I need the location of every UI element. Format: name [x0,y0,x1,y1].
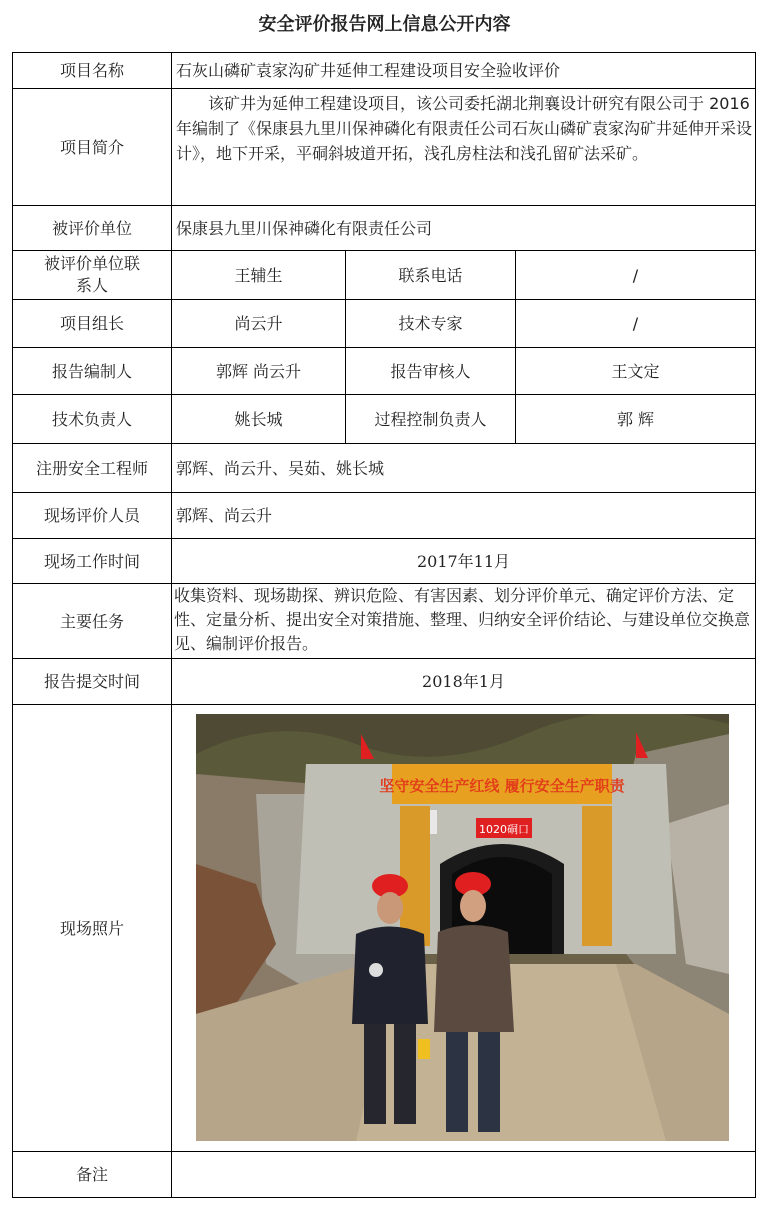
contact-label: 被评价单位联系人 [43,254,140,295]
work-time-value: 2017年11月 [171,538,756,584]
site-staff-value: 郭辉、尚云升 [171,492,756,539]
site-staff-label: 现场评价人员 [12,492,172,539]
site-photo-scene [196,714,729,1141]
engineers-label: 注册安全工程师 [12,443,172,493]
phone-value: / [515,250,756,300]
banner-text: 坚守安全生产红线 履行安全生产职责 [379,777,625,795]
project-name-value: 石灰山磷矿袁家沟矿井延伸工程建设项目安全验收评价 [171,52,756,89]
remarks-label: 备注 [12,1151,172,1198]
expert-label: 技术专家 [345,299,516,348]
portal-sign: 1020硐口 [479,823,529,836]
author-label: 报告编制人 [12,347,172,395]
site-photo [196,714,729,1141]
submit-time-label: 报告提交时间 [12,658,172,705]
project-intro-label: 项目简介 [12,88,172,206]
page-title: 安全评价报告网上信息公开内容 [258,14,511,35]
project-name-label: 项目名称 [12,52,172,89]
submit-time-value: 2018年1月 [171,658,756,705]
process-value: 郭 辉 [515,394,756,444]
tech-value: 姚长城 [171,394,346,444]
tasks-value: 收集资料、现场勘探、辨识危险、有害因素、划分评价单元、确定评价方法、定性、定量分析、提出安全对策措施、整理、归纳安全评价结论、与建设单位交换意见、编制评价报告。 [174,586,751,653]
engineers-value: 郭辉、尚云升、吴茹、姚长城 [171,443,756,493]
process-label: 过程控制负责人 [345,394,516,444]
tasks-label: 主要任务 [12,583,172,659]
leader-value: 尚云升 [171,299,346,348]
phone-label: 联系电话 [345,250,516,300]
contact-value: 王辅生 [171,250,346,300]
reviewer-label: 报告审核人 [345,347,516,395]
reviewer-value: 王文定 [515,347,756,395]
photo-label: 现场照片 [12,704,172,1152]
remarks-value [171,1151,756,1198]
tech-label: 技术负责人 [12,394,172,444]
evaluated-unit-value: 保康县九里川保神磷化有限责任公司 [171,205,756,251]
project-intro-value: 该矿井为延伸工程建设项目，该公司委托湖北荆襄设计研究有限公司于 2016 年编制了《保康县九里川保神磷化有限责任公司石灰山磷矿袁家沟矿井延伸开采设计》，地下开采，平硐斜坡道开拓，浅孔房柱法和浅孔留矿法采矿。 [176,94,753,163]
author-value: 郭辉 尚云升 [171,347,346,395]
expert-value: / [515,299,756,348]
leader-label: 项目组长 [12,299,172,348]
work-time-label: 现场工作时间 [12,538,172,584]
evaluated-unit-label: 被评价单位 [12,205,172,251]
